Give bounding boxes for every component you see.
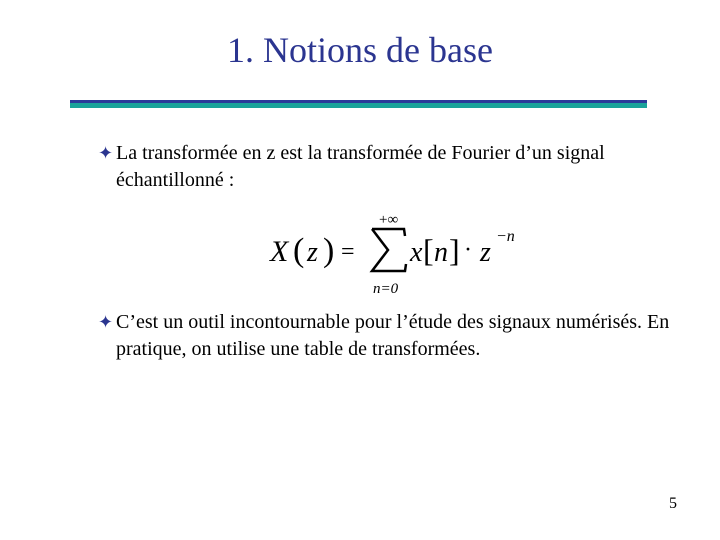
divider-teal-line: [70, 103, 647, 108]
formula-rparen-1: ): [323, 232, 335, 269]
formula-dot: ·: [464, 237, 472, 263]
bullet-item-2: [98, 309, 678, 363]
formula-lhs-function: X: [270, 235, 289, 268]
bullet-text-1: La transformée en z est la transformée de Fourier d’un signal échantillonné :: [116, 142, 605, 191]
title-divider: [70, 100, 647, 108]
summation-sign: [372, 229, 406, 271]
formula-equals: =: [341, 239, 355, 265]
formula-lbracket: [: [423, 232, 434, 268]
formula-term-index: n: [434, 237, 448, 268]
four-pointed-star-icon: ✦: [98, 312, 114, 332]
page-number: 5: [669, 495, 677, 512]
formula-exponent: −n: [496, 228, 515, 245]
bullet-text-2: C’est un outil incontournable pour l’étude des signaux numérisés. En pratique, on utilise une table de transformées.: [116, 311, 670, 360]
slide-title: 1. Notions de base: [227, 30, 493, 70]
formula-sum-upper: +∞: [379, 212, 399, 228]
formula-lparen-1: (: [293, 232, 305, 269]
formula-lhs-variable: z: [307, 237, 318, 268]
formula-svg: [260, 205, 540, 300]
formula-term-function: x: [410, 237, 423, 268]
four-pointed-star-icon: ✦: [98, 143, 114, 163]
formula-rbracket: ]: [449, 232, 460, 268]
formula-base: z: [480, 237, 491, 268]
formula-sum-lower: n=0: [373, 281, 399, 297]
bullet-item-1: [98, 140, 678, 194]
z-transform-formula: [260, 205, 540, 300]
